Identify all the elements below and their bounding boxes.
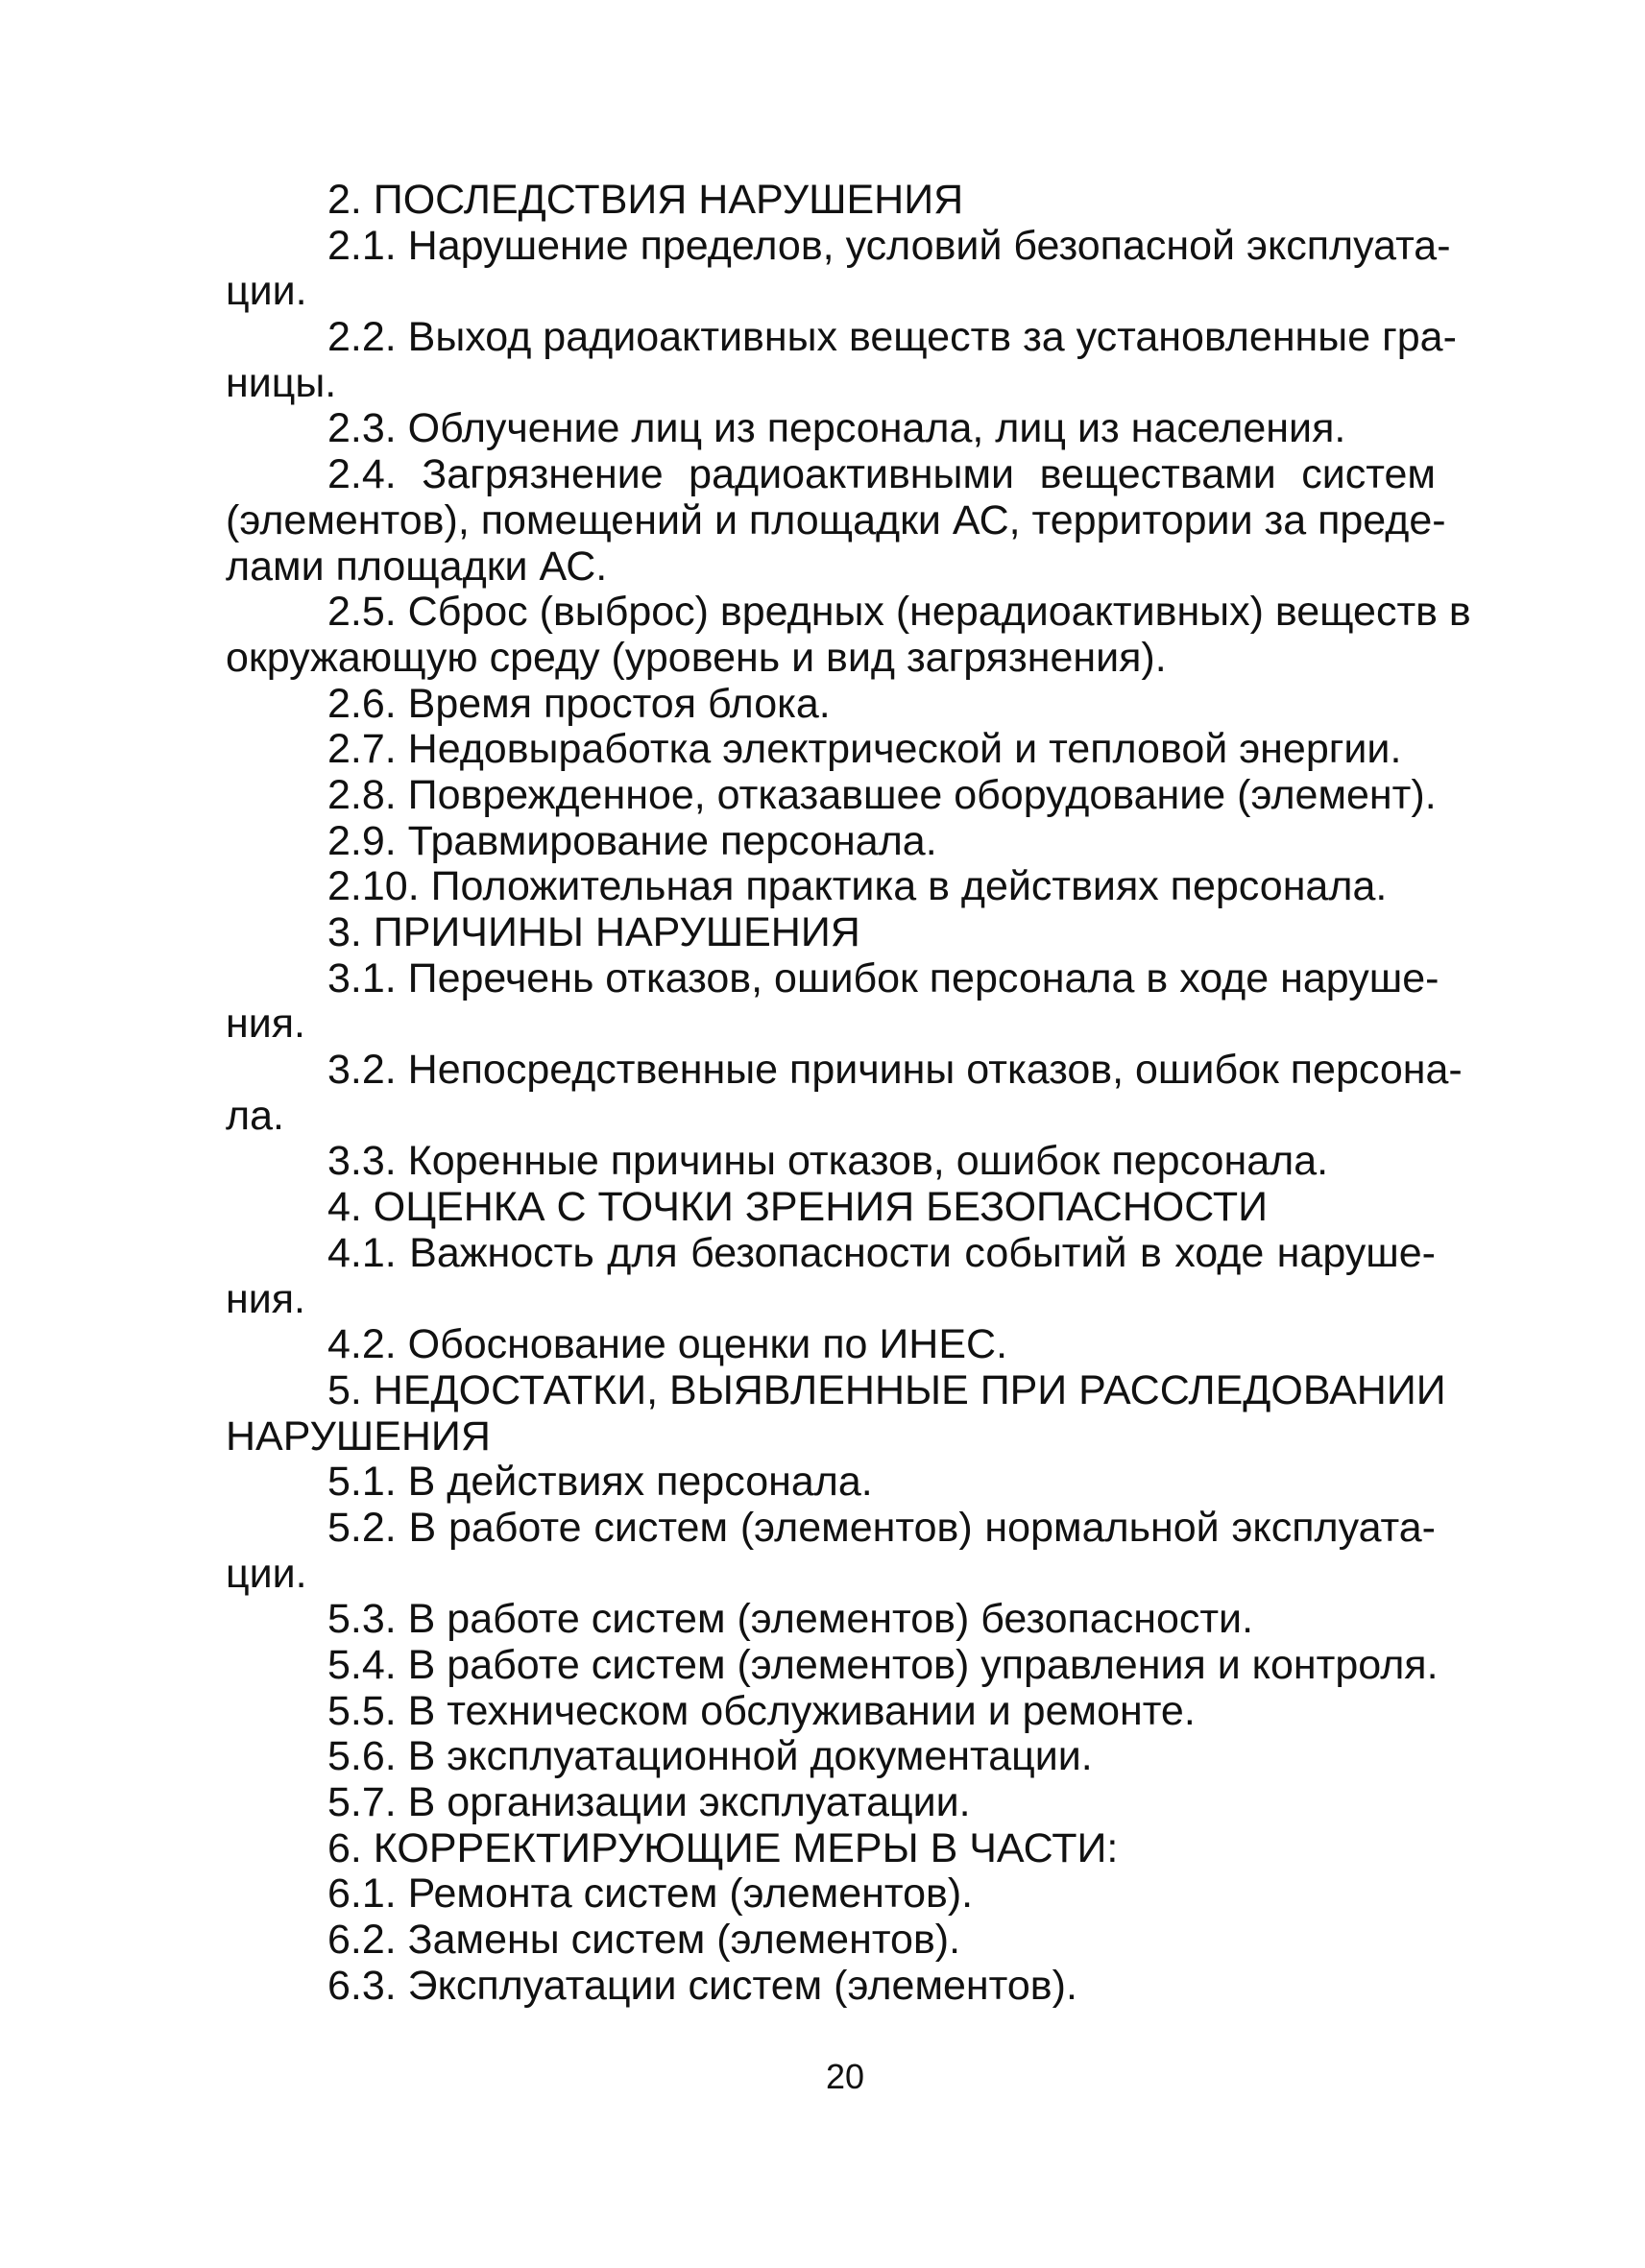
list-item: 5.7. В организации эксплуатации.	[327, 1779, 971, 1826]
list-item: 2.4. Загрязнение радиоактивными веществами систем	[327, 451, 1436, 498]
list-item: 2.2. Выход радиоактивных веществ за установленные гра-	[327, 314, 1457, 361]
list-item: 6.3. Эксплуатации систем (элементов).	[327, 1962, 1077, 2009]
page-number: 20	[825, 2057, 865, 2096]
list-item-continuation: ния.	[226, 1275, 305, 1322]
list-item: 2.3. Облучение лиц из персонала, лиц из населения.	[327, 405, 1346, 452]
list-item: 3.3. Коренные причины отказов, ошибок персонала.	[327, 1138, 1329, 1185]
list-item: 2.7. Недовыработка электрической и тепловой энергии.	[327, 726, 1402, 773]
list-item: 6.2. Замены систем (элементов).	[327, 1917, 961, 1964]
list-item-continuation: ния.	[226, 1001, 305, 1048]
list-item-continuation: (элементов), помещений и площадки АС, территории за преде-	[226, 496, 1446, 543]
list-item: 2.10. Положительная практика в действиях персонала.	[327, 863, 1388, 910]
list-item: 3.2. Непосредственные причины отказов, ошибок персона-	[327, 1047, 1463, 1094]
list-item: 5.2. В работе систем (элементов) нормальной эксплуата-	[327, 1504, 1436, 1551]
list-item-continuation: ции.	[226, 1550, 307, 1597]
list-item-continuation: окружающую среду (уровень и вид загрязнения).	[226, 634, 1167, 681]
section-heading: 3. ПРИЧИНЫ НАРУШЕНИЯ	[327, 909, 860, 955]
list-item: 6.1. Ремонта систем (элементов).	[327, 1870, 974, 1918]
list-item: 4.1. Важность для безопасности событий в ходе наруше-	[327, 1229, 1436, 1276]
document-body	[226, 177, 1471, 2010]
list-item-continuation: ла.	[226, 1092, 284, 1139]
list-item: 2.6. Время простоя блока.	[327, 680, 831, 727]
list-item: 5.3. В работе систем (элементов) безопасности.	[327, 1596, 1254, 1643]
section-heading-continuation: НАРУШЕНИЯ	[226, 1412, 491, 1460]
list-item-continuation: ницы.	[226, 359, 337, 406]
list-item: 5.1. В действиях персонала.	[327, 1459, 873, 1506]
list-item: 2.9. Травмирование персонала.	[327, 817, 937, 864]
list-item-continuation: ции.	[226, 268, 307, 315]
list-item: 5.4. В работе систем (элементов) управления и контроля.	[327, 1642, 1439, 1688]
list-item: 2.1. Нарушение пределов, условий безопасной эксплуата-	[327, 222, 1451, 269]
list-item: 2.5. Сброс (выброс) вредных (нерадиоактивных) веществ в	[327, 589, 1471, 636]
list-item: 5.6. В эксплуатационной документации.	[327, 1733, 1093, 1780]
section-heading: 2. ПОСЛЕДСТВИЯ НАРУШЕНИЯ	[327, 177, 964, 223]
section-heading: 5. НЕДОСТАТКИ, ВЫЯВЛЕННЫЕ ПРИ РАССЛЕДОВАНИИ	[327, 1366, 1446, 1413]
list-item: 3.1. Перечень отказов, ошибок персонала в ходе наруше-	[327, 954, 1439, 1001]
list-item-continuation: лами площадки АС.	[226, 543, 608, 590]
section-heading: 4. ОЦЕНКА С ТОЧКИ ЗРЕНИЯ БЕЗОПАСНОСТИ	[327, 1184, 1269, 1231]
list-item: 5.5. В техническом обслуживании и ремонте.	[327, 1687, 1196, 1734]
section-heading: 6. КОРРЕКТИРУЮЩИЕ МЕРЫ В ЧАСТИ:	[327, 1824, 1119, 1871]
list-item: 2.8. Поврежденное, отказавшее оборудование (элемент).	[327, 771, 1437, 818]
list-item: 4.2. Обоснование оценки по ИНЕС.	[327, 1321, 1008, 1368]
